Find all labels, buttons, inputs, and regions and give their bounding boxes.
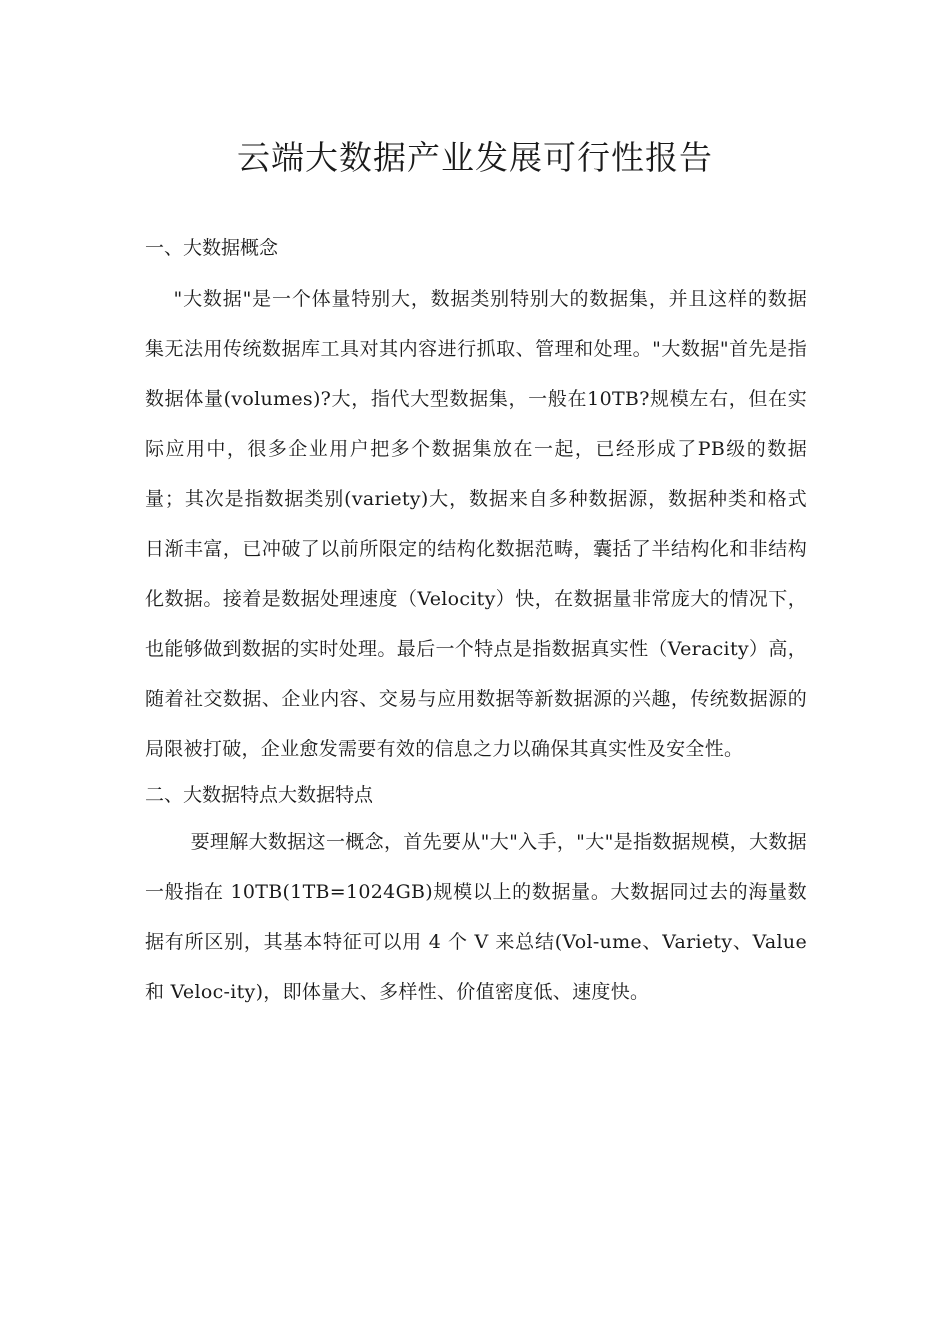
section-paragraph-features: 要理解大数据这一概念，首先要从"大"入手，"大"是指数据规模，大数据一般指在 10TB(1TB=1024GB)规模以上的数据量。大数据同过去的海量数据有所区别，其基本特征可以用 4 个 V 来总结(Vol-ume、Variety、Value 和 Veloc-ity)，即体量大、多样性、价值密度低、速度快。: [145, 831, 807, 1003]
section-heading-concept: 一、大数据概念: [145, 237, 279, 259]
section-heading-features: 二、大数据特点大数据特点: [145, 784, 374, 806]
section-paragraph-concept: "大数据"是一个体量特别大，数据类别特别大的数据集，并且这样的数据集无法用传统数据库工具对其内容进行抓取、管理和处理。"大数据"首先是指数据体量(volumes)?大，指代大型数据集，一般在10TB?规模左右，但在实际应用中，很多企业用户把多个数据集放在一起，已经形成了PB级的数据量；其次是指数据类别(variety)大，数据来自多种数据源，数据种类和格式日渐丰富，已冲破了以前所限定的结构化数据范畴，囊括了半结构化和非结构化数据。接着是数据处理速度（Velocity）快，在数据量非常庞大的情况下，也能够做到数据的实时处理。最后一个特点是指数据真实性（Veracity）高，随着社交数据、企业内容、交易与应用数据等新数据源的兴趣，传统数据源的局限被打破，企业愈发需要有效的信息之力以确保其真实性及安全性。: [145, 288, 807, 760]
document-body: [145, 230, 807, 1017]
document-title: 云端大数据产业发展可行性报告: [237, 138, 713, 177]
